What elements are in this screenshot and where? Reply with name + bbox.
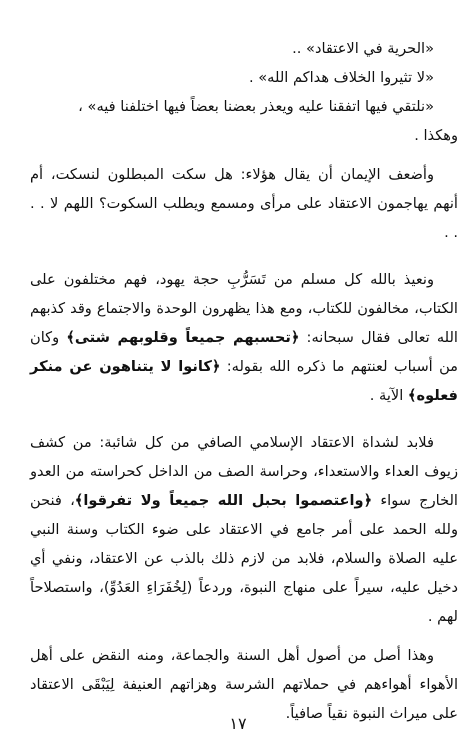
paragraph-2-text-2: وكان من أسباب لعنتهم ما ذكره الله بقوله: xyxy=(30,329,458,375)
paragraph-3-text-1: فلابد لشداة الاعتقاد الإسلامي الصافي من كل شائبة: من كشف زيوف العداء والاستعداء، وحراسة الصف من الداخل كحراسته من العدو الخارج سواء xyxy=(30,434,458,509)
quote-line-1: «الحرية في الاعتقاد» .. xyxy=(292,40,434,57)
quran-verse-2: ﴿كانوا لا يتناهون عن منكر فعلوه﴾ xyxy=(30,358,458,404)
paragraph-2-text-1: ونعيذ بالله كل مسلم من تَسَرُّبِ حجة يهود، فهم مختلفون على الكتاب، مخالفون للكتاب، ومع هذا يظهرون الوحدة والاجتماع وقد كذبهم الله تعالى فقال سبحانه: xyxy=(30,271,458,346)
paragraph-4: وهذا أصل من أصول أهل السنة والجماعة، ومنه النقض على أهل الأهواء أهواءهم في حملاتهم الشرسة وهزاتهم العنيفة لِيَبْقَى الاعتقاد على ميراث النبوة نقياً صافياً. xyxy=(30,647,458,722)
paragraph-gap xyxy=(30,631,458,641)
quote-line-4: وهكذا . xyxy=(414,127,458,144)
paragraph-3 xyxy=(30,428,458,631)
quote-line-2: «لا تثيروا الخلاف هداكم الله» . xyxy=(248,69,434,86)
quote-line-3: «نلتقي فيها اتفقنا عليه ويعذر بعضنا بعضاً فيها اختلفنا فيه» ، xyxy=(78,98,434,115)
paragraph-1: وأضعف الإيمان أن يقال هؤلاء: هل سكت المبطلون لنسكت، أم أنهم يهاجمون الاعتقاد على مرأى ومسمع ويطلب السكوت؟ اللهم لا . . . . xyxy=(30,166,458,241)
page-number: ١٧ xyxy=(229,714,247,733)
quran-verse-3: ﴿واعتصموا بحبل الله جميعاً ولا تفرقوا﴾ xyxy=(74,492,373,509)
paragraph-gap xyxy=(30,410,458,428)
paragraph-gap xyxy=(30,247,458,265)
quran-verse-1: ﴿تحسبهم جميعاً وقلوبهم شتى﴾ xyxy=(66,329,300,346)
paragraph-3-text-2: ، فنحن ولله الحمد على أمر جامع في الاعتقاد على ضوء الكتاب وسنة النبي عليه الصلاة والسلام، فلابد من لازم ذلك بالذب عن الاعتقاد، ونفي أي دخيل عليه، سيراً على منهاج النبوة، وردعاً (لِخُفَرَاءِ العَدُوِّ)، واستصلاحاً لهم . xyxy=(30,492,458,625)
paragraph-2-text-3: الآية . xyxy=(369,387,408,404)
paragraph-gap xyxy=(30,150,458,160)
page-text xyxy=(30,34,458,728)
paragraph-2 xyxy=(30,265,458,410)
